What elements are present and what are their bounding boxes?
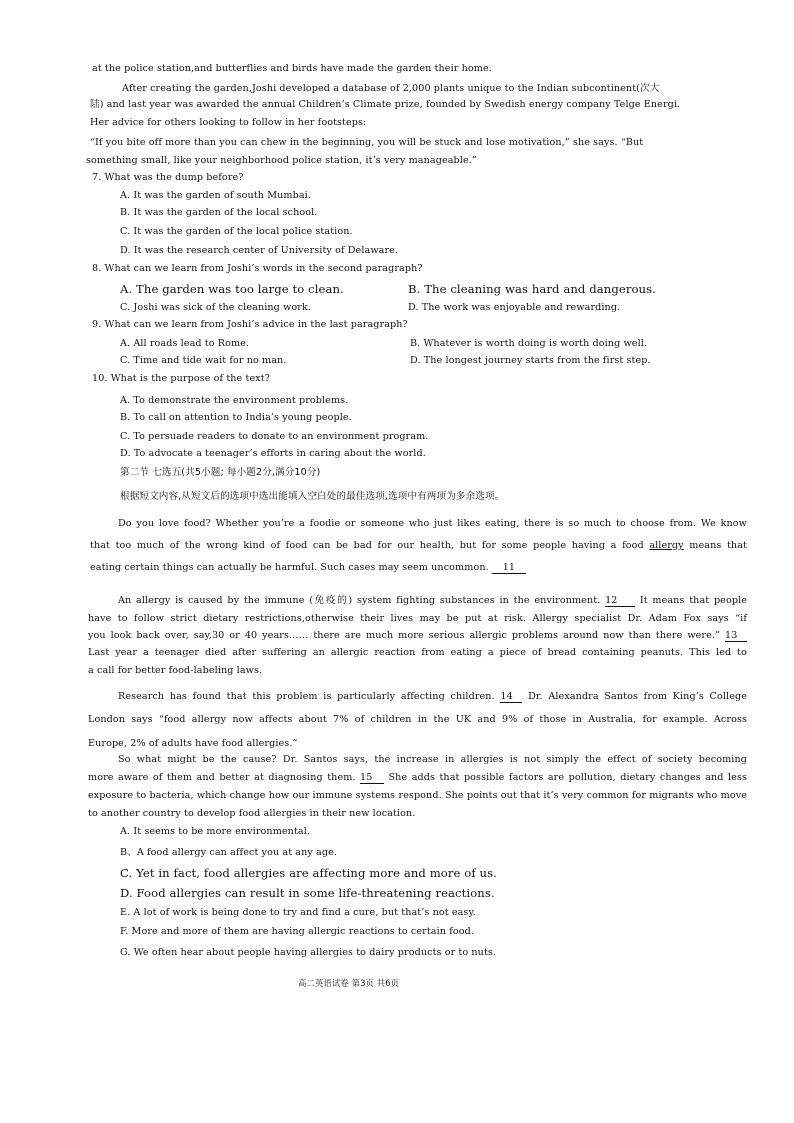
passage-line: Last year a teenager died after suffering an allergic reaction from eating a piece of bread containing peanuts. This led to: [88, 647, 747, 658]
passage-line: Do you love food? Whether you’re a foodie or someone who just likes eating, there is so much to choose from. We know: [118, 518, 747, 529]
underlined-word: allergy: [649, 540, 684, 551]
blank-12: 12: [605, 595, 635, 607]
question-stem-10: 10. What is the purpose of the text?: [92, 373, 270, 384]
passage-line: exposure to bacteria, which change how our immune systems respond. She points out that it’s very common for migrants who move: [88, 790, 747, 801]
option-7a: A. It was the garden of south Mumbai.: [120, 190, 311, 201]
option-9c: C. Time and tide wait for no man.: [120, 355, 287, 366]
option-8b: B. The cleaning was hard and dangerous.: [408, 282, 656, 296]
question-stem-7: 7. What was the dump before?: [92, 172, 244, 183]
option-7d: D. It was the research center of University of Delaware.: [120, 245, 399, 256]
passage-line: London says “food allergy now affects about 7% of children in the UK and 9% of those in Australia, for example. Across: [88, 714, 747, 725]
choice-e: E. A lot of work is being done to try and find a cure, but that’s not easy.: [120, 907, 476, 918]
choice-c: C. Yet in fact, food allergies are affecting more and more of us.: [120, 866, 497, 880]
choice-f: F. More and more of them are having allergic reactions to certain food.: [120, 926, 475, 937]
passage-line: After creating the garden,Joshi developed a database of 2,000 plants unique to the Indian subcontinent(次大: [122, 83, 660, 94]
passage-line: Her advice for others looking to follow in her footsteps:: [90, 117, 367, 128]
page-footer: 高二英语试卷 第3页 共6页: [298, 978, 400, 988]
choice-d: D. Food allergies can result in some life-threatening reactions.: [120, 886, 495, 900]
option-10a: A. To demonstrate the environment problems.: [120, 395, 349, 406]
passage-line: you look back over, say,30 or 40 years…… there are much more serious allergic problems around now than there were.” 13: [88, 630, 747, 642]
blank-13: 13: [725, 630, 747, 642]
passage-line: more aware of them and better at diagnosing them. 15 She adds that possible factors are pollution, dietary changes and less: [88, 772, 747, 783]
passage-line: eating certain things can actually be harmful. Such cases may seem uncommon. 11: [90, 562, 526, 574]
blank-14: 14: [500, 691, 522, 703]
passage-line: “If you bite off more than you can chew in the beginning, you will be stuck and lose motivation,” she says. “But: [90, 137, 644, 148]
passage-line: that too much of the wrong kind of food can be bad for our health, but for some people having a food allergy means that: [90, 540, 747, 551]
option-9b: B. Whatever is worth doing is worth doing well.: [410, 338, 648, 349]
passage-line: to another country to develop food allergies in their new location.: [88, 808, 416, 819]
choice-a: A. It seems to be more environmental.: [120, 826, 311, 837]
option-8d: D. The work was enjoyable and rewarding.: [408, 302, 621, 313]
choice-g: G. We often hear about people having allergies to dairy products or to nuts.: [120, 947, 497, 958]
option-7b: B. It was the garden of the local school.: [120, 207, 318, 218]
passage-line: Europe, 2% of adults have food allergies.”: [88, 738, 298, 749]
option-9a: A. All roads lead to Rome.: [120, 338, 250, 349]
question-stem-8: 8. What can we learn from Joshi’s words in the second paragraph?: [92, 263, 423, 274]
passage-line: Research has found that this problem is particularly affecting children. 14 Dr. Alexandra Santos from King’s College: [118, 691, 748, 702]
question-stem-9: 9. What can we learn from Joshi’s advice in the last paragraph?: [92, 319, 408, 330]
option-8c: C. Joshi was sick of the cleaning work.: [120, 302, 312, 313]
passage-line: So what might be the cause? Dr. Santos says, the increase in allergies is not simply the effect of society becoming: [118, 754, 747, 765]
passage-line: at the police station,and butterflies and birds have made the garden their home.: [92, 63, 492, 74]
passage-line: 陆) and last year was awarded the annual Children’s Climate prize, founded by Swedish energy company Telge Energi.: [90, 99, 681, 110]
blank-15: 15: [360, 772, 384, 784]
choice-b: B、A food allergy can affect you at any age.: [120, 847, 338, 858]
passage-line: have to follow strict dietary restrictions,otherwise their lives may be put at risk. Allergy specialist Dr. Adam Fox says “if: [88, 613, 747, 624]
option-7c: C. It was the garden of the local police station.: [120, 226, 353, 237]
blank-11: 11: [492, 562, 526, 574]
option-9d: D. The longest journey starts from the first step.: [410, 355, 651, 366]
option-10d: D. To advocate a teenager’s efforts in caring about the world.: [120, 448, 426, 459]
option-10b: B. To call on attention to India’s young people.: [120, 412, 352, 423]
passage-line: a call for better food-labeling laws.: [88, 665, 263, 676]
section-instruction: 根据短文内容,从短文后的选项中选出能填入空白处的最佳选项,选项中有两项为多余选项。: [120, 491, 505, 502]
passage-line: something small, like your neighborhood police station, it’s very manageable.”: [86, 155, 477, 166]
section-title: 第二节 七选五(共5小题; 每小题2分,满分10分): [120, 467, 321, 478]
passage-line: An allergy is caused by the immune (免疫的) system fighting substances in the environment. 12 It means that people: [118, 595, 748, 606]
option-8a: A. The garden was too large to clean.: [120, 282, 344, 296]
option-10c: C. To persuade readers to donate to an environment program.: [120, 431, 429, 442]
